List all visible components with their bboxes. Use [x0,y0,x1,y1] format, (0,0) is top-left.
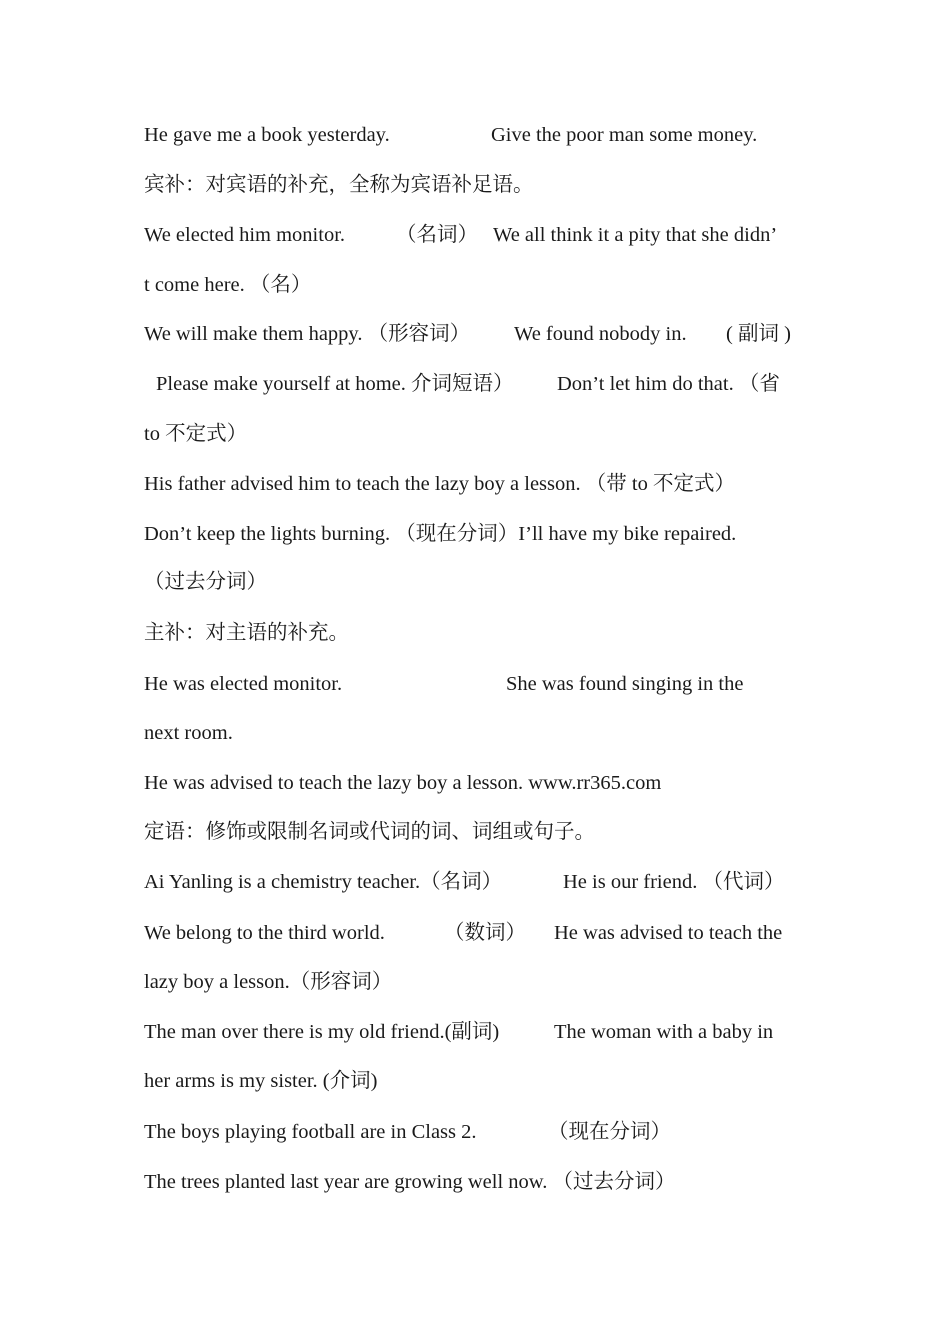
text-segment: The boys playing football are in Class 2. [144,1121,477,1143]
text-segment: We belong to the third world. [144,922,385,944]
text-segment: He is our friend. （代词） [563,871,785,893]
text-segment: We will make them happy. （形容词） [144,323,471,345]
text-segment: His father advised him to teach the lazy boy a lesson. （带 to 不定式） [144,473,735,495]
text-segment: to 不定式） [144,423,248,445]
text-segment: （数词） [444,922,526,944]
text-segment: 主补：对主语的补充。 [144,622,349,644]
text-segment: （过去分词） [144,571,267,593]
text-segment: her arms is my sister. (介词) [144,1070,378,1092]
text-segment: We all think it a pity that she didn’ [493,224,778,246]
text-segment: lazy boy a lesson.（形容词） [144,971,393,993]
text-segment: （现在分词） [548,1121,671,1143]
text-segment: 定语：修饰或限制名词或代词的词、词组或句子。 [144,821,595,843]
text-segment: The woman with a baby in [554,1021,774,1043]
text-segment: We found nobody in. [514,323,687,345]
text-segment: He was advised to teach the lazy boy a lesson. www.rr365.com [144,772,662,794]
text-segment: ( 副词 ) [726,323,791,345]
text-segment: The trees planted last year are growing well now. （过去分词） [144,1171,676,1193]
text-segment: （名词） [396,224,478,246]
text-segment: Give the poor man some money. [491,124,758,146]
text-segment: He gave me a book yesterday. [144,124,390,146]
text-segment: t come here. （名） [144,274,312,296]
text-segment: 宾补：对宾语的补充，全称为宾语补足语。 [144,174,534,196]
text-segment: next room. [144,722,233,744]
text-segment: She was found singing in the [506,673,744,695]
text-segment: Please make yourself at home. 介词短语） [156,373,514,395]
text-segment: He was elected monitor. [144,673,343,695]
text-segment: Ai Yanling is a chemistry teacher.（名词） [144,871,503,893]
text-segment: We elected him monitor. [144,224,346,246]
text-segment: He was advised to teach the [554,922,783,944]
text-segment: The man over there is my old friend.(副词) [144,1021,500,1043]
text-segment: Don’t let him do that. （省 [557,373,780,395]
text-segment: Don’t keep the lights burning. （现在分词）I’ll have my bike repaired. [144,523,737,545]
